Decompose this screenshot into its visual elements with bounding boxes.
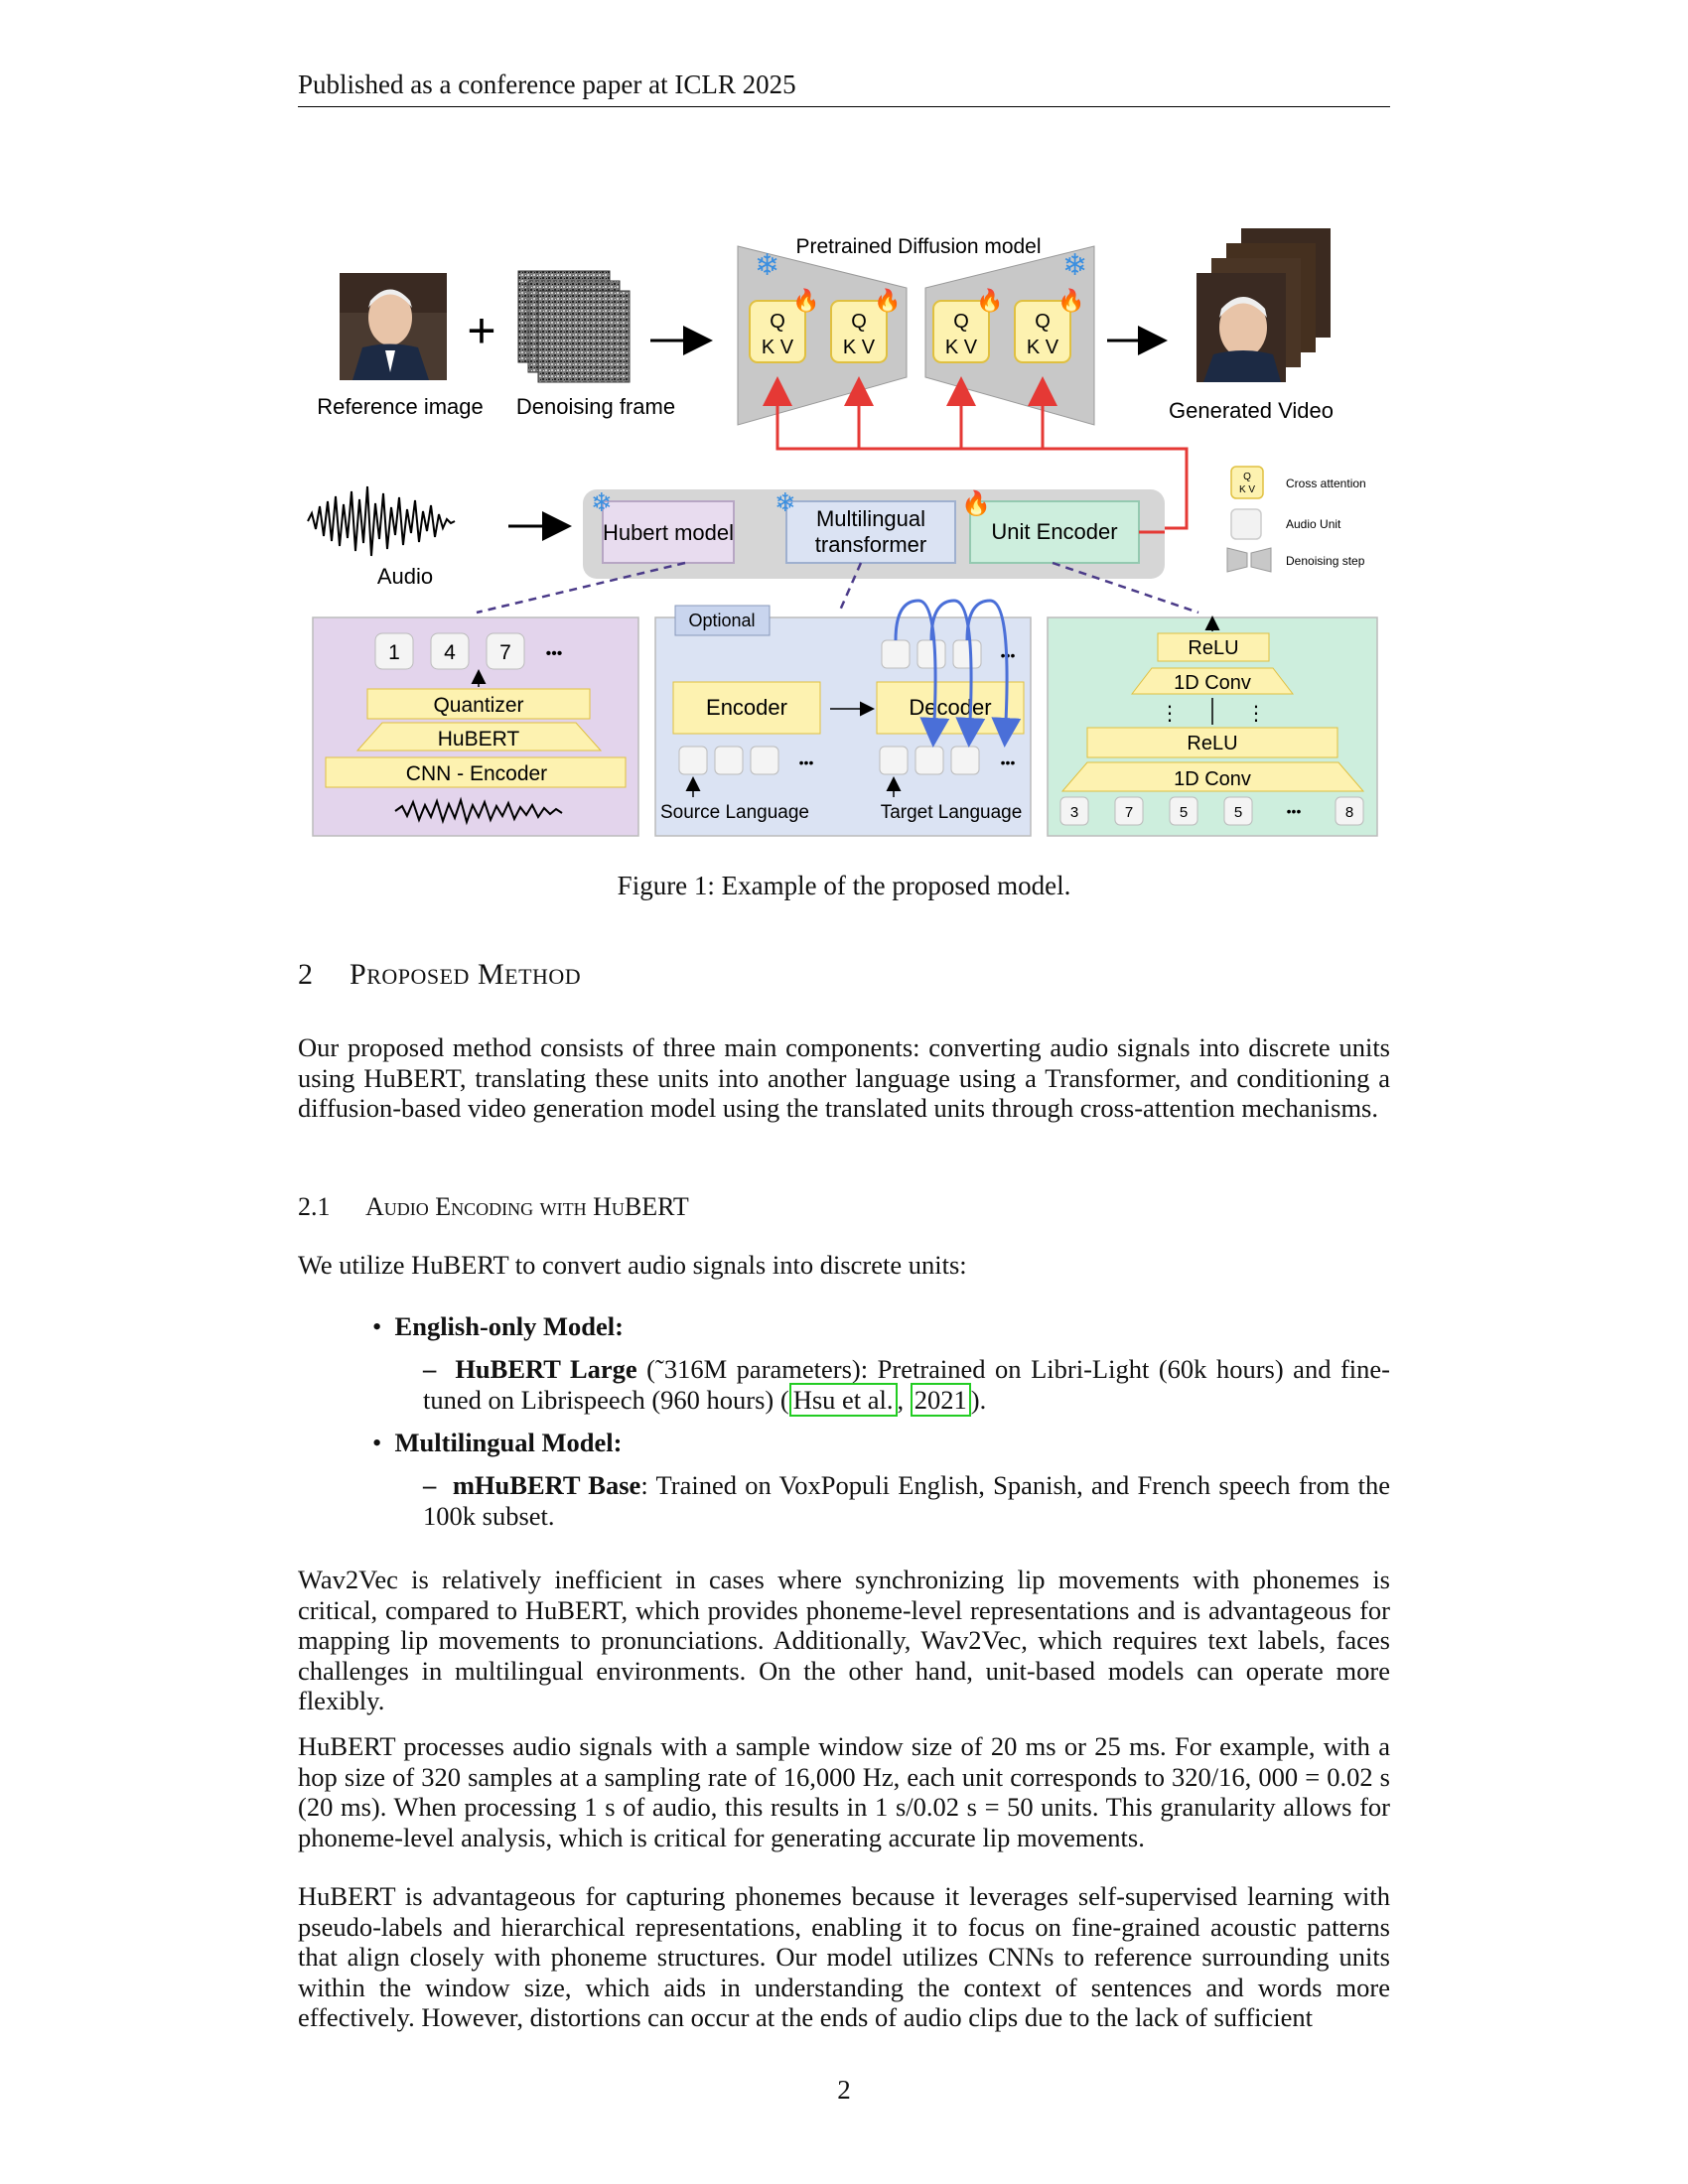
svg-text:•••: ••• bbox=[545, 645, 563, 662]
source-language-label: Source Language bbox=[659, 802, 810, 823]
svg-text:K V: K V bbox=[842, 337, 876, 358]
audio-label: Audio bbox=[376, 564, 434, 589]
figure-caption: Figure 1: Example of the proposed model. bbox=[617, 871, 1071, 900]
intro-paragraph: Our proposed method consists of three main components: converting audio signals into discrete units using HuBERT, translating these units into another language using a Transformer, and conditioning a diffusion-based video generation model using the translated units through cross-attention mechanisms. bbox=[298, 1032, 1390, 1123]
denoising-frame-label: Denoising frame bbox=[515, 394, 676, 419]
svg-text:3: 3 bbox=[1069, 804, 1079, 821]
hubert-advantage-paragraph: HuBERT is advantageous for capturing phonemes because it leverages self-supervised learning with pseudo-labels and hierarchical representations, enabling it to focus on fine-grained acoustic patterns that align closely with phoneme structures. Our model utilizes CNNs to reference surrounding units within the window size, which aids in understanding the context of sentences and words more effectively. However, distortions can occur at the ends of audio clips due to the lack of sufficient bbox=[298, 1881, 1390, 2032]
svg-text:K V: K V bbox=[761, 337, 794, 358]
citation-link[interactable]: Hsu et al. bbox=[789, 1383, 898, 1417]
fire-icon: 🔥 bbox=[961, 490, 991, 517]
denoising-frame-stack bbox=[518, 271, 630, 382]
bullet-multilingual: • Multilingual Model: bbox=[372, 1428, 623, 1457]
svg-text:Q: Q bbox=[1243, 472, 1251, 482]
legend-audio-unit: Audio Unit bbox=[1286, 517, 1341, 531]
bullet-mhubert: – mHuBERT Base: Trained on VoxPopuli English, Spanish, and French speech from the 100k subset. bbox=[423, 1470, 1390, 1531]
svg-text:Decoder: Decoder bbox=[909, 695, 992, 720]
svg-text:5: 5 bbox=[1233, 804, 1243, 821]
svg-text:Hubert model: Hubert model bbox=[602, 520, 735, 545]
model-figure bbox=[298, 223, 1390, 839]
legend-cross-attention: Cross attention bbox=[1286, 477, 1366, 490]
fire-icon: 🔥 bbox=[792, 288, 820, 313]
svg-text:K V: K V bbox=[1026, 337, 1059, 358]
svg-text:Multilingual: Multilingual bbox=[815, 506, 926, 531]
citation-year-link[interactable]: 2021 bbox=[911, 1383, 971, 1417]
svg-text:Unit Encoder: Unit Encoder bbox=[991, 519, 1118, 544]
svg-text:5: 5 bbox=[1179, 804, 1189, 821]
generated-video-stack bbox=[1196, 228, 1331, 382]
utilize-paragraph: We utilize HuBERT to convert audio signals into discrete units: bbox=[298, 1250, 967, 1280]
svg-text:K V: K V bbox=[1238, 484, 1256, 495]
unit-encoder-detail-panel bbox=[1048, 617, 1377, 836]
svg-text:7: 7 bbox=[1124, 804, 1134, 821]
svg-text:K V: K V bbox=[944, 337, 978, 358]
snowflake-icon: ❄ bbox=[755, 249, 780, 282]
snowflake-icon: ❄ bbox=[591, 487, 613, 517]
wav2vec-paragraph: Wav2Vec is relatively inefficient in cases where synchronizing lip movements with phonemes is critical, compared to HuBERT, which provides phoneme-level representations and is advantageous for mapping lip movements to pronunciations. Additionally, Wav2Vec, which requires text labels, faces challenges in multilingual environments. On the other hand, unit-based models can operate more flexibly. bbox=[298, 1565, 1390, 1715]
fire-icon: 🔥 bbox=[976, 288, 1004, 313]
fire-icon: 🔥 bbox=[1057, 288, 1085, 313]
generated-video-label: Generated Video bbox=[1169, 398, 1334, 423]
svg-text:4: 4 bbox=[444, 641, 456, 664]
fire-icon: 🔥 bbox=[874, 288, 902, 313]
reference-image-label: Reference image bbox=[317, 394, 484, 419]
transformer-detail-panel bbox=[655, 601, 1031, 836]
reference-image bbox=[340, 273, 447, 380]
pretrained-diffusion-label: Pretrained Diffusion model bbox=[795, 235, 1042, 258]
svg-text:Q: Q bbox=[851, 311, 867, 333]
section-heading: 2 PROPOSED METHOD bbox=[298, 958, 582, 991]
svg-text:⋮: ⋮ bbox=[1246, 703, 1266, 725]
svg-text:1D Conv: 1D Conv bbox=[1174, 672, 1251, 694]
target-language-label: Target Language bbox=[880, 802, 1023, 823]
svg-text:HuBERT: HuBERT bbox=[437, 728, 520, 751]
svg-text:Q: Q bbox=[770, 311, 785, 333]
svg-text:•••: ••• bbox=[798, 754, 814, 770]
running-header: Published as a conference paper at ICLR 2025 bbox=[298, 69, 1390, 107]
svg-text:•••: ••• bbox=[1286, 803, 1302, 819]
unit-encoder-box bbox=[961, 489, 1139, 563]
svg-text:Q: Q bbox=[1035, 311, 1051, 333]
optional-label: Optional bbox=[688, 611, 756, 630]
snowflake-icon: ❄ bbox=[774, 487, 796, 517]
svg-text:⋮: ⋮ bbox=[1160, 703, 1180, 725]
audio-waveform bbox=[308, 486, 455, 556]
subsection-heading: 2.1 Audio Encoding with HuBERT bbox=[298, 1192, 689, 1221]
svg-text:•••: ••• bbox=[1000, 647, 1016, 663]
svg-text:Quantizer: Quantizer bbox=[433, 694, 524, 717]
svg-text:ReLU: ReLU bbox=[1188, 637, 1239, 659]
svg-text:1D Conv: 1D Conv bbox=[1174, 768, 1251, 790]
plus-sign: + bbox=[467, 303, 496, 358]
legend-denoising-step: Denoising step bbox=[1286, 554, 1365, 568]
svg-text:7: 7 bbox=[499, 641, 511, 664]
svg-text:1: 1 bbox=[388, 641, 400, 664]
bullet-english: • English-only Model: bbox=[372, 1311, 624, 1341]
svg-text:Q: Q bbox=[953, 311, 969, 333]
page-number: 2 bbox=[837, 2075, 851, 2105]
svg-text:•••: ••• bbox=[1000, 754, 1016, 770]
snowflake-icon: ❄ bbox=[1062, 249, 1088, 282]
legend bbox=[1227, 467, 1366, 572]
bullet-hubert-large: – HuBERT Large (˜316M parameters): Pretrained on Libri-Light (60k hours) and fine-tuned on Librispeech (960 hours) ( Hsu et al. , 2021 ). bbox=[423, 1354, 1390, 1415]
hubert-detail-panel bbox=[313, 617, 638, 836]
svg-text:8: 8 bbox=[1344, 804, 1354, 821]
svg-text:transformer: transformer bbox=[814, 532, 927, 557]
svg-text:ReLU: ReLU bbox=[1187, 733, 1238, 754]
hubert-window-paragraph: HuBERT processes audio signals with a sample window size of 20 ms or 25 ms. For example, with a hop size of 320 samples at a sampling rate of 16,000 Hz, each unit corresponds to 320/16, 000 = 0.02 s (20 ms). When processing 1 s of audio, this results in 1 s/0.02 s = 50 units. This granularity allows for phoneme-level analysis, which is critical for generating accurate lip movements. bbox=[298, 1731, 1390, 1852]
svg-text:Encoder: Encoder bbox=[706, 695, 787, 720]
svg-text:CNN - Encoder: CNN - Encoder bbox=[405, 762, 548, 785]
